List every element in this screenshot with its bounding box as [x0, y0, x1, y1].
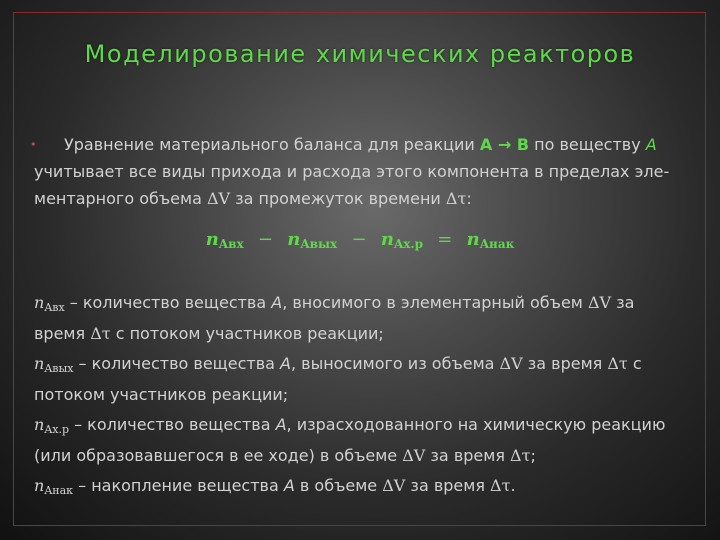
reaction-label: A → B: [479, 135, 530, 154]
balance-equation: $n_{Aвх} - n_{Aвых} - n_{Ax.p} = n_{Aнак}$: [205, 229, 515, 251]
definition-item: $n_{Ax.p}$ – количество вещества A, израсходованного на химическую реакцию (или образовавшегося в ее ходе) в объеме ΔV за время Δτ;: [34, 415, 666, 465]
substance-label: A: [645, 135, 657, 154]
bullet-icon: •: [30, 138, 37, 151]
definitions-list: [34, 290, 686, 508]
intro-paragraph: • Уравнение материального баланса для реакции A → B по веществу A учитывает все виды прихода и расхода этого компонента в пределах эле- ментарного объема ΔV за промежуток времени Δτ:: [34, 131, 686, 212]
definition-item: $n_{Aвх}$ – количество вещества A, вносимого в элементарный объем ΔV за время Δτ с потоком участников реакции;: [34, 293, 635, 343]
slide-title: Моделирование химических реакторов: [84, 40, 636, 68]
definition-item: $n_{Aнак}$ – накопление вещества A в объеме ΔV за время Δτ.: [34, 476, 516, 497]
definition-item: $n_{Aвых}$ – количество вещества A, выносимого из объема ΔV за время Δτ с потоком участников реакции;: [34, 354, 642, 404]
